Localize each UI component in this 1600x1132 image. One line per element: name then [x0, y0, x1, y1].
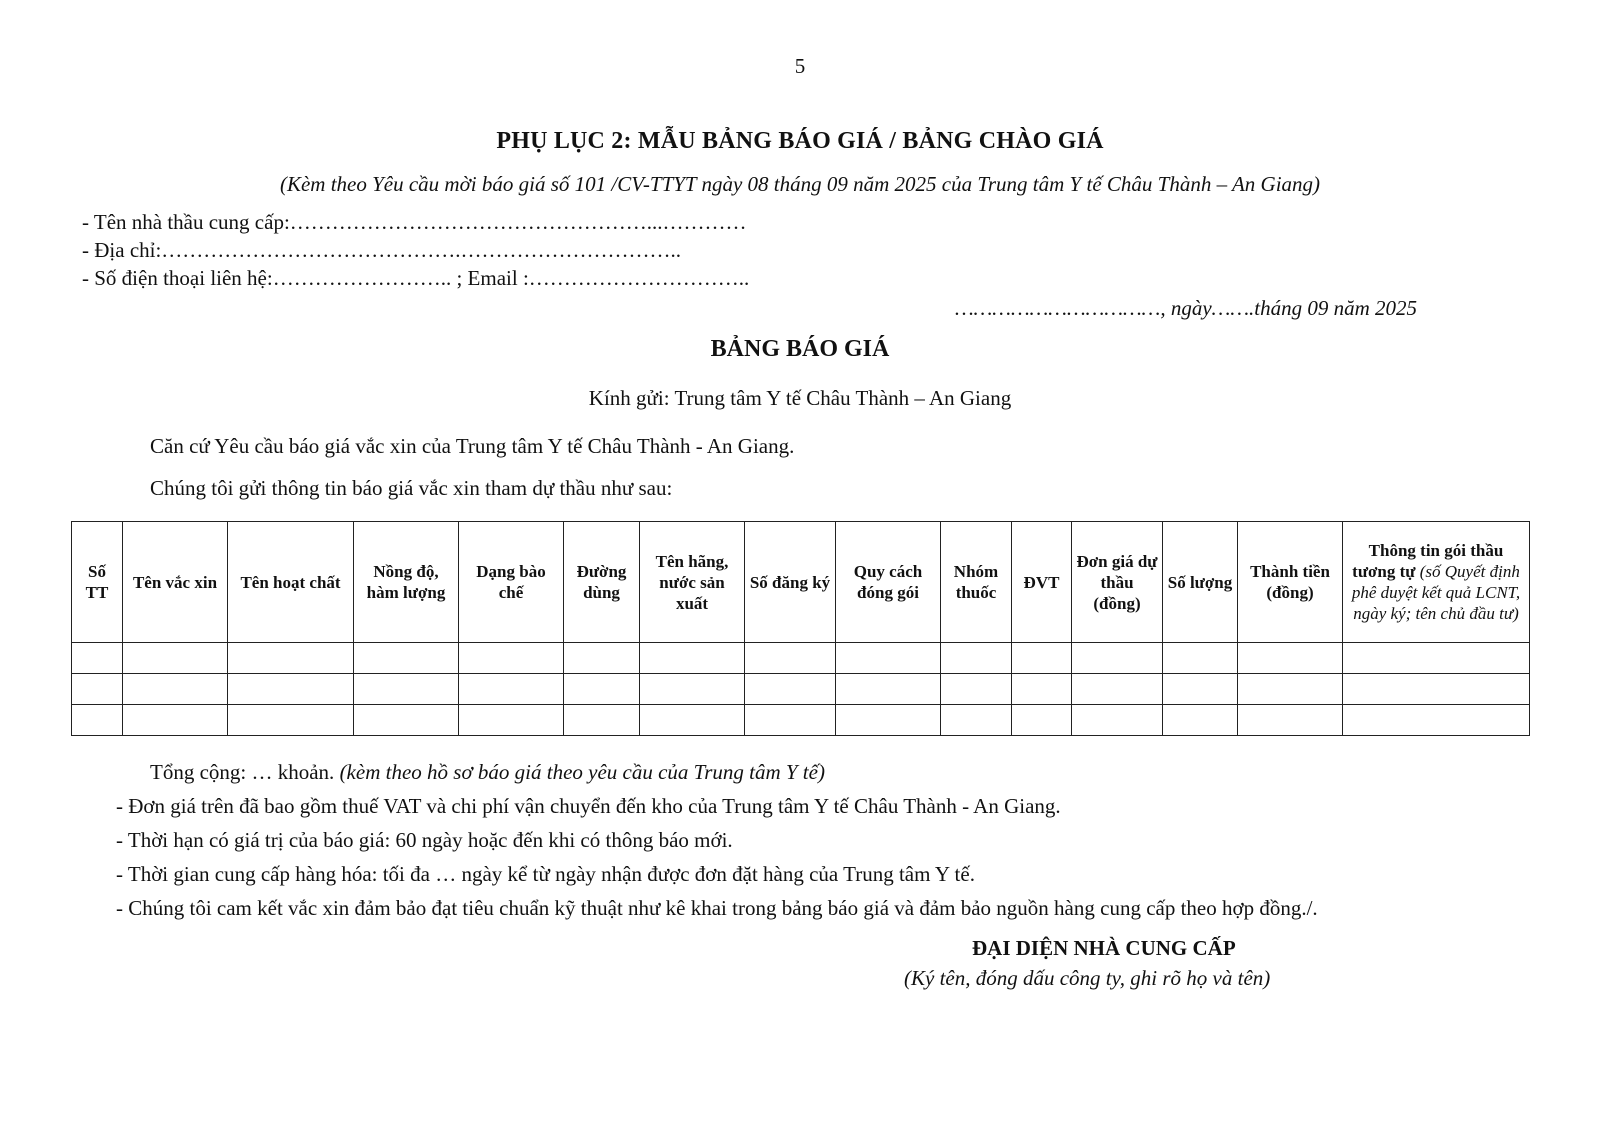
- table-cell[interactable]: [1163, 643, 1238, 674]
- table-cell[interactable]: [1163, 705, 1238, 736]
- table-cell[interactable]: [1072, 674, 1163, 705]
- table-cell[interactable]: [1238, 705, 1343, 736]
- table-cell[interactable]: [640, 643, 745, 674]
- table-row: [72, 643, 1530, 674]
- header-quantity: Số lượng: [1163, 522, 1238, 643]
- table-cell[interactable]: [941, 643, 1012, 674]
- table-cell[interactable]: [123, 705, 228, 736]
- table-cell[interactable]: [1072, 643, 1163, 674]
- table-cell[interactable]: [745, 705, 836, 736]
- table-cell[interactable]: [1012, 674, 1072, 705]
- table-cell[interactable]: [1012, 643, 1072, 674]
- document-subtitle: (Kèm theo Yêu cầu mời báo giá số 101 /CV-TTYT ngày 08 tháng 09 năm 2025 của Trung tâm Y tế Châu Thành – An Giang): [279, 172, 1321, 196]
- table-cell[interactable]: [72, 643, 123, 674]
- header-amount: Thành tiền (đồng): [1238, 522, 1343, 643]
- header-registration-number: Số đăng ký: [745, 522, 836, 643]
- total-note: (kèm theo hồ sơ báo giá theo yêu cầu của Trung tâm Y tế): [339, 760, 825, 784]
- table-cell[interactable]: [1072, 705, 1163, 736]
- table-row: [72, 705, 1530, 736]
- table-cell[interactable]: [1343, 705, 1530, 736]
- table-cell[interactable]: [564, 705, 640, 736]
- header-similar-package-main: Thông tin gói thầu tương tự: [1352, 541, 1504, 581]
- contractor-contact-line: - Số điện thoại liên hệ:…………………….. ; Email :…………………………..: [82, 266, 750, 290]
- representative-title: ĐẠI DIỆN NHÀ CUNG CẤP: [972, 936, 1236, 960]
- table-cell[interactable]: [459, 705, 564, 736]
- table-cell[interactable]: [123, 643, 228, 674]
- date-line: ……………………………, ngày…….tháng 09 năm 2025: [954, 296, 1417, 320]
- table-cell[interactable]: [1238, 643, 1343, 674]
- table-cell[interactable]: [354, 674, 459, 705]
- header-similar-package-note: (số Quyết định phê duyệt kết quả LCNT, ngày ký; tên chủ đầu tư): [1351, 562, 1521, 623]
- table-cell[interactable]: [564, 674, 640, 705]
- table-cell[interactable]: [1238, 674, 1343, 705]
- table-cell[interactable]: [640, 705, 745, 736]
- table-cell[interactable]: [1012, 705, 1072, 736]
- table-cell[interactable]: [640, 674, 745, 705]
- table-cell[interactable]: [745, 674, 836, 705]
- table-cell[interactable]: [123, 674, 228, 705]
- table-cell[interactable]: [459, 643, 564, 674]
- header-similar-package-info: [1343, 522, 1530, 643]
- table-cell[interactable]: [354, 705, 459, 736]
- header-unit-price: Đơn giá dự thầu (đồng): [1072, 522, 1163, 643]
- table-row: [72, 674, 1530, 705]
- representative-note: (Ký tên, đóng dấu công ty, ghi rõ họ và tên): [904, 966, 1271, 990]
- table-cell[interactable]: [1163, 674, 1238, 705]
- table-cell[interactable]: [564, 643, 640, 674]
- table-cell[interactable]: [1343, 643, 1530, 674]
- header-active-ingredient: Tên hoạt chất: [228, 522, 354, 643]
- header-concentration: Nồng độ, hàm lượng: [354, 522, 459, 643]
- header-drug-group: Nhóm thuốc: [941, 522, 1012, 643]
- addressee: Kính gửi: Trung tâm Y tế Châu Thành – An Giang: [588, 386, 1012, 410]
- table-cell[interactable]: [836, 705, 941, 736]
- table-cell[interactable]: [228, 674, 354, 705]
- bullet-vat: - Đơn giá trên đã bao gồm thuế VAT và chi phí vận chuyển đến kho của Trung tâm Y tế Châu Thành - An Giang.: [116, 794, 1061, 818]
- table-cell[interactable]: [354, 643, 459, 674]
- bullet-commitment: - Chúng tôi cam kết vắc xin đảm bảo đạt tiêu chuẩn kỹ thuật như kê khai trong bảng báo giá và đảm bảo nguồn hàng cung cấp theo hợp đồng./.: [116, 896, 1318, 920]
- table-cell[interactable]: [941, 674, 1012, 705]
- quote-title: BẢNG BÁO GIÁ: [710, 336, 890, 362]
- table-cell[interactable]: [941, 705, 1012, 736]
- contractor-address-line: - Địa chỉ:…………………………………….…………………………..: [82, 238, 682, 262]
- table-cell[interactable]: [836, 643, 941, 674]
- bullet-validity: - Thời hạn có giá trị của báo giá: 60 ngày hoặc đến khi có thông báo mới.: [116, 828, 733, 852]
- header-vaccine-name: Tên vắc xin: [123, 522, 228, 643]
- total-line: [150, 760, 825, 785]
- header-packaging: Quy cách đóng gói: [836, 522, 941, 643]
- table-cell[interactable]: [745, 643, 836, 674]
- header-dosage-form: Dạng bào chế: [459, 522, 564, 643]
- page-number: 5: [794, 54, 806, 78]
- header-route: Đường dùng: [564, 522, 640, 643]
- table-cell[interactable]: [72, 705, 123, 736]
- header-manufacturer: Tên hãng, nước sản xuất: [640, 522, 745, 643]
- header-unit: ĐVT: [1012, 522, 1072, 643]
- intro-paragraph-basis: Căn cứ Yêu cầu báo giá vắc xin của Trung tâm Y tế Châu Thành - An Giang.: [150, 434, 795, 458]
- contractor-name-line: - Tên nhà thầu cung cấp:……………………………………………...…………: [82, 210, 747, 234]
- table-cell[interactable]: [72, 674, 123, 705]
- table-cell[interactable]: [228, 705, 354, 736]
- table-header-row: [72, 522, 1530, 643]
- document-title: PHỤ LỤC 2: MẪU BẢNG BÁO GIÁ / BẢNG CHÀO GIÁ: [496, 128, 1104, 154]
- header-stt: Số TT: [72, 522, 123, 643]
- table-cell[interactable]: [1343, 674, 1530, 705]
- quote-table: [71, 521, 1530, 736]
- table-cell[interactable]: [228, 643, 354, 674]
- intro-paragraph-submission: Chúng tôi gửi thông tin báo giá vắc xin tham dự thầu như sau:: [150, 476, 673, 500]
- bullet-delivery-time: - Thời gian cung cấp hàng hóa: tối đa … ngày kể từ ngày nhận được đơn đặt hàng của Trung tâm Y tế.: [116, 862, 975, 886]
- total-prefix: Tổng cộng: … khoản.: [150, 760, 335, 784]
- table-cell[interactable]: [459, 674, 564, 705]
- table-cell[interactable]: [836, 674, 941, 705]
